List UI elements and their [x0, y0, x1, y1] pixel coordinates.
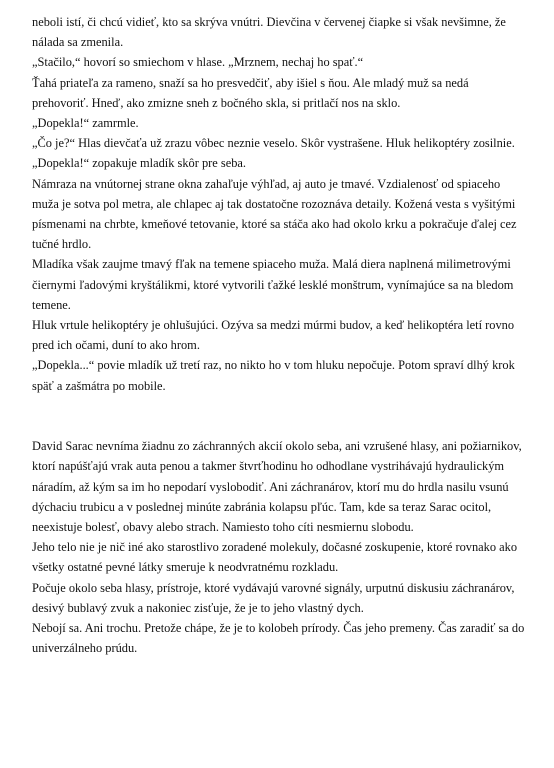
section-break — [32, 416, 528, 436]
paragraph: „Dopekla!“ zamrmle. — [32, 116, 139, 131]
document-body — [32, 12, 528, 658]
section-break — [32, 396, 528, 416]
paragraph: Ťahá priateľa za rameno, snaží sa ho presvedčiť, aby išiel s ňou. Ale mladý muž sa nedá prehovoriť. Hneď, ako zmizne sneh z bočného skla, si pritlačí nos na sklo. — [32, 75, 469, 110]
paragraph: „Stačilo,“ hovorí so smiechom v hlase. „Mrznem, nechaj ho spať.“ — [32, 55, 364, 70]
paragraph: David Sarac nevníma žiadnu zo záchranných akcií okolo seba, ani vzrušené hlasy, ani požiarnikov, ktorí napúšťajú vrak auta penou a takmer štvrťhodinu ho odhodlane vystrihávajú hydraulickým náradím, až kým sa im ho nepodarí vyslobodiť. Ani záchranárov, ktorí mu do hrdla nasilu vsunú dýchaciu trubicu a v poslednej minúte zabránia kolapsu pľúc. Tam, kde sa teraz Sarac ocitol, neexistuje bolesť, obavy alebo strach. Namiesto toho cíti nesmiernu slobodu. — [32, 439, 522, 535]
paragraph: Hluk vrtule helikoptéry je ohlušujúci. Ozýva sa medzi múrmi budov, a keď helikoptéra letí rovno pred ich očami, duní to ako hrom. — [32, 318, 515, 353]
paragraph: neboli istí, či chcú vidieť, kto sa skrýva vnútri. Dievčina v červenej čiapke si však nevšimne, že nálada sa zmenila. — [32, 15, 506, 50]
paragraph: „Dopekla!“ zopakuje mladík skôr pre seba. — [32, 156, 246, 171]
paragraph: Nebojí sa. Ani trochu. Pretože chápe, že je to kolobeh prírody. Čas jeho premeny. Čas zaradiť sa do univerzálneho prúdu. — [32, 621, 525, 656]
paragraph: „Dopekla...“ povie mladík už tretí raz, no nikto ho v tom hluku nepočuje. Potom spraví dlhý krok späť a zašmátra po mobile. — [32, 358, 515, 393]
paragraph: Počuje okolo seba hlasy, prístroje, ktoré vydávajú varovné signály, urputnú diskusiu záchranárov, desivý bublavý zvuk a nakoniec zisťuje, že je to jeho vlastný dych. — [32, 580, 515, 615]
paragraph: Mladíka však zaujme tmavý fľak na temene spiaceho muža. Malá diera naplnená milimetrovými čiernymi ľadovými kryštálikmi, ktoré vytvorili ťažké lesklé monštrum, vynímajúce sa na bledom temene. — [32, 257, 514, 312]
paragraph: „Čo je?“ Hlas dievčaťa už zrazu vôbec neznie veselo. Skôr vystrašene. Hluk helikoptéry zosilnie. — [32, 136, 515, 151]
paragraph: Námraza na vnútornej strane okna zahaľuje výhľad, aj auto je tmavé. Vzdialenosť od spiaceho muža je sotva pol metra, ale chlapec aj tak dostatočne rozoznáva detaily. Kožená vesta s vyšitými písmenami na chrbte, kmeňové tetovanie, ktoré sa stáča ako had okolo krku a pokračuje ďalej cez tučné hrdlo. — [32, 176, 517, 252]
paragraph: Jeho telo nie je nič iné ako starostlivo zoradené molekuly, dočasné zoskupenie, ktoré rovnako ako všetky ostatné pevné látky smeruje k neodvratnému rozkladu. — [32, 540, 518, 575]
